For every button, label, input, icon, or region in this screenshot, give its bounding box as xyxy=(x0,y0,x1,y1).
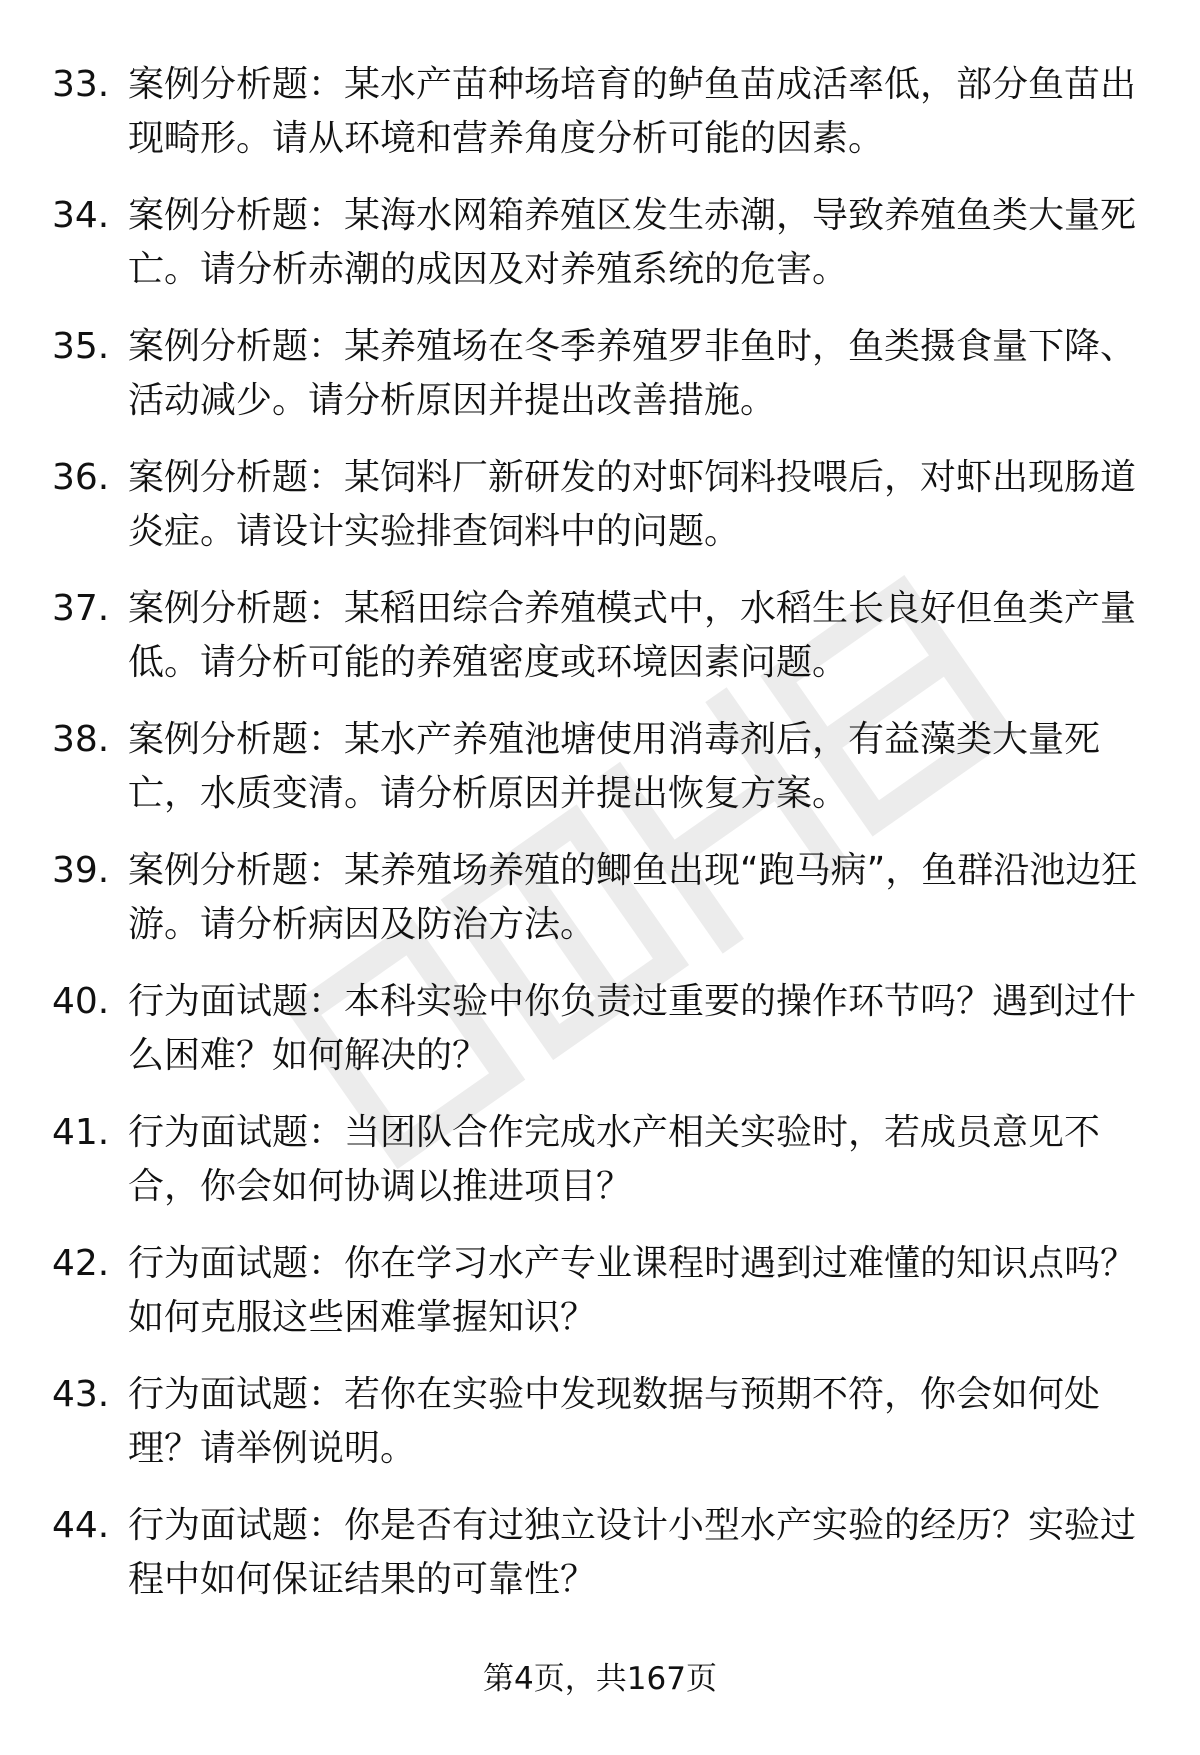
question-number: 33. xyxy=(52,64,110,105)
question-item xyxy=(52,582,1152,690)
question-item xyxy=(52,320,1152,428)
question-number: 37. xyxy=(52,588,110,629)
question-item xyxy=(52,1237,1152,1345)
question-text: 案例分析题：某养殖场养殖的鲫鱼出现“跑马病”，鱼群沿池边狂游。请分析病因及防治方法。 xyxy=(128,850,1138,945)
question-number: 43. xyxy=(52,1374,110,1415)
question-text: 案例分析题：某水产苗种场培育的鲈鱼苗成活率低，部分鱼苗出现畸形。请从环境和营养角度分析可能的因素。 xyxy=(128,64,1137,159)
question-number: 44. xyxy=(52,1505,110,1546)
question-text: 案例分析题：某饲料厂新研发的对虾饲料投喂后，对虾出现肠道炎症。请设计实验排查饲料中的问题。 xyxy=(128,457,1137,552)
question-item xyxy=(52,58,1152,166)
question-number: 38. xyxy=(52,719,110,760)
question-text: 行为面试题：你是否有过独立设计小型水产实验的经历？实验过程中如何保证结果的可靠性？ xyxy=(128,1505,1137,1600)
question-text: 案例分析题：某养殖场在冬季养殖罗非鱼时，鱼类摄食量下降、活动减少。请分析原因并提出改善措施。 xyxy=(128,326,1137,421)
question-text: 行为面试题：若你在实验中发现数据与预期不符，你会如何处理？请举例说明。 xyxy=(128,1374,1101,1469)
question-item xyxy=(52,189,1152,297)
question-item xyxy=(52,1106,1152,1214)
question-item xyxy=(52,975,1152,1083)
question-item xyxy=(52,451,1152,559)
question-text: 行为面试题：本科实验中你负责过重要的操作环节吗？遇到过什么困难？如何解决的？ xyxy=(128,981,1137,1076)
question-item xyxy=(52,713,1152,821)
question-number: 42. xyxy=(52,1243,110,1284)
question-number: 41. xyxy=(52,1112,110,1153)
question-item xyxy=(52,1368,1152,1476)
page-footer: 第4页，共167页 xyxy=(483,1661,717,1697)
question-text: 案例分析题：某稻田综合养殖模式中，水稻生长良好但鱼类产量低。请分析可能的养殖密度或环境因素问题。 xyxy=(128,588,1137,683)
question-number: 36. xyxy=(52,457,110,498)
question-text: 案例分析题：某水产养殖池塘使用消毒剂后，有益藻类大量死亡，水质变清。请分析原因并提出恢复方案。 xyxy=(128,719,1101,814)
question-number: 39. xyxy=(52,850,110,891)
question-number: 34. xyxy=(52,195,110,236)
question-text: 案例分析题：某海水网箱养殖区发生赤潮，导致养殖鱼类大量死亡。请分析赤潮的成因及对养殖系统的危害。 xyxy=(128,195,1137,290)
question-item xyxy=(52,1499,1152,1607)
question-number: 40. xyxy=(52,981,110,1022)
question-item xyxy=(52,844,1152,952)
question-number: 35. xyxy=(52,326,110,367)
question-text: 行为面试题：你在学习水产专业课程时遇到过难懂的知识点吗？如何克服这些困难掌握知识？ xyxy=(128,1243,1137,1338)
question-text: 行为面试题：当团队合作完成水产相关实验时，若成员意见不合，你会如何协调以推进项目？ xyxy=(128,1112,1101,1207)
question-list xyxy=(52,58,1152,1630)
